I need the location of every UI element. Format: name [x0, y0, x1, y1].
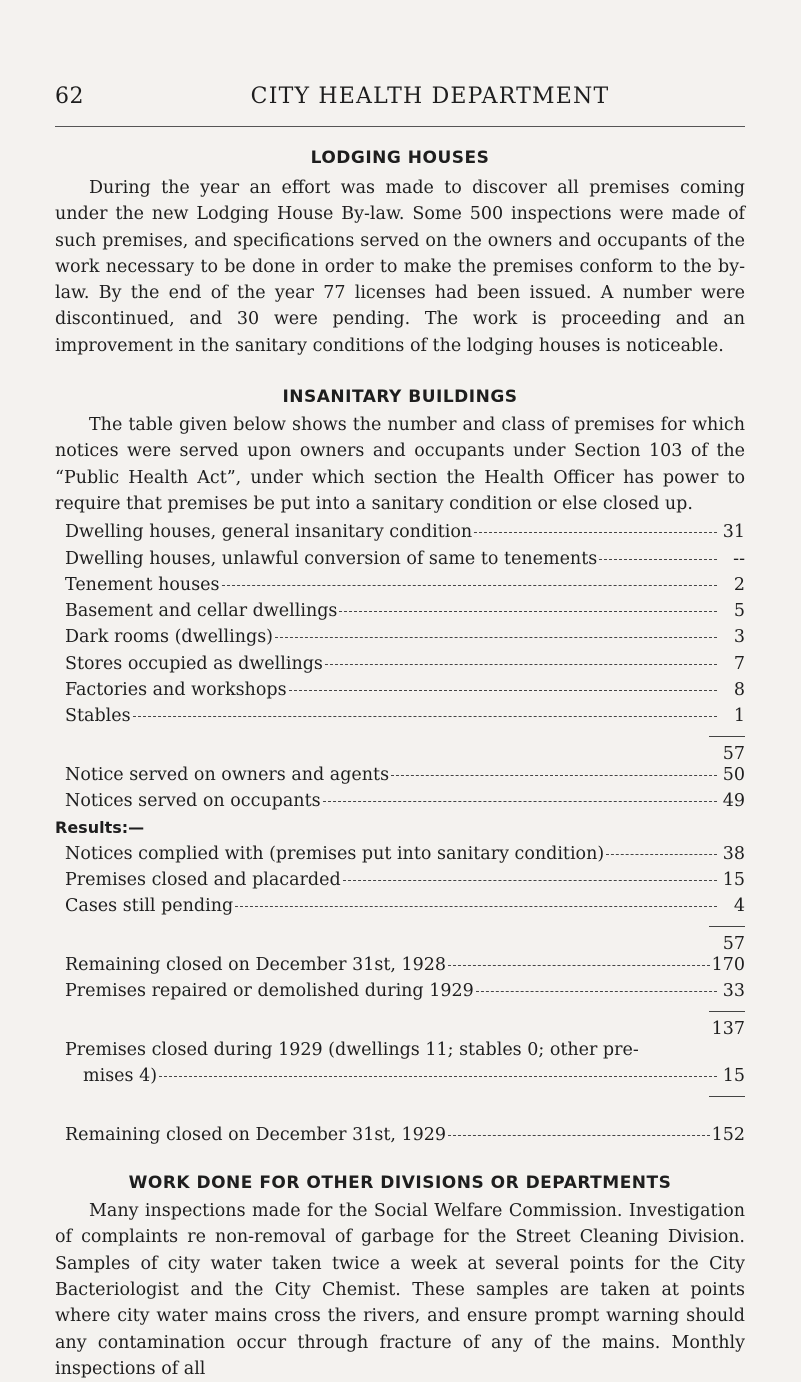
- table-row: Premises closed and placarded 15: [65, 870, 745, 891]
- subtotal-rule: [65, 1096, 745, 1122]
- table-row: Cases still pending 4: [65, 896, 745, 917]
- subtotal: 57: [65, 926, 745, 952]
- table-row: mises 4) 15: [83, 1066, 745, 1087]
- table-row: Remaining closed on December 31st, 1928 170: [65, 955, 745, 976]
- subtotal: 57: [65, 736, 745, 762]
- results-table: [65, 841, 745, 1148]
- page-header: [55, 84, 745, 118]
- table-row: Dark rooms (dwellings) 3: [65, 627, 745, 648]
- results-label: Results:—: [55, 817, 145, 837]
- table-row: Dwelling houses, unlawful conversion of same to tenements --: [65, 548, 745, 569]
- insanitary-paragraph: The table given below shows the number and class of premises for which notices were served upon owners and occupants under Section 103 of the “Public Health Act”, under which section the Health Officer has power to require that premises be put into a sanitary condition or else closed up.: [55, 415, 745, 514]
- table-row: Dwelling houses, general insanitary condition 31: [65, 522, 745, 543]
- lodging-paragraph: During the year an effort was made to discover all premises coming under the new Lodging House By-law. Some 500 inspections were made of such premises, and specifications served on the owners and occupants of the work necessary to be done in order to make the premises conform to the by-law. By the end of the year 77 licenses had been issued. A number were discontinued, and 30 were pending. The work is proceeding and an improvement in the sanitary conditions of the lodging houses is noticeable.: [55, 178, 745, 356]
- other-divisions-heading: WORK DONE FOR OTHER DIVISIONS OR DEPARTMENTS: [128, 1173, 672, 1194]
- page-number: 62: [55, 84, 84, 109]
- insanitary-heading: INSANITARY BUILDINGS: [282, 387, 518, 408]
- table-row: Premises closed during 1929 (dwellings 11; stables 0; other pre-: [65, 1039, 639, 1060]
- other-divisions-paragraph: Many inspections made for the Social Welfare Commission. Investigation of complaints re non-removal of garbage for the Street Cleaning Division. Samples of city water taken twice a week at several points for the City Bacteriologist and the City Chemist. These samples are taken at points where city water mains cross the rivers, and ensure prompt warning should any contamination occur through fracture of any of the mains. Monthly inspections of all: [55, 1201, 745, 1379]
- table-row: Notice served on owners and agents 50: [65, 764, 745, 785]
- subtotal: 137: [65, 1011, 745, 1037]
- table-row: Stores occupied as dwellings 7: [65, 653, 745, 674]
- table-row: Notices served on occupants 49: [65, 791, 745, 812]
- table-row: Notices complied with (premises put into sanitary condition) 38: [65, 843, 745, 864]
- page-content: [55, 145, 745, 1382]
- lodging-heading: LODGING HOUSES: [310, 148, 490, 168]
- header-rule: [55, 126, 745, 127]
- running-title: CITY HEALTH DEPARTMENT: [250, 84, 610, 109]
- table-row: Remaining closed on December 31st, 1929 152: [65, 1124, 745, 1145]
- premises-table: [65, 519, 745, 814]
- table-row: Premises repaired or demolished during 1929 33: [65, 981, 745, 1002]
- table-row: Basement and cellar dwellings 5: [65, 601, 745, 622]
- table-row: Tenement houses 2: [65, 574, 745, 595]
- table-row: Factories and workshops 8: [65, 680, 745, 701]
- table-row: Stables 1: [65, 706, 745, 727]
